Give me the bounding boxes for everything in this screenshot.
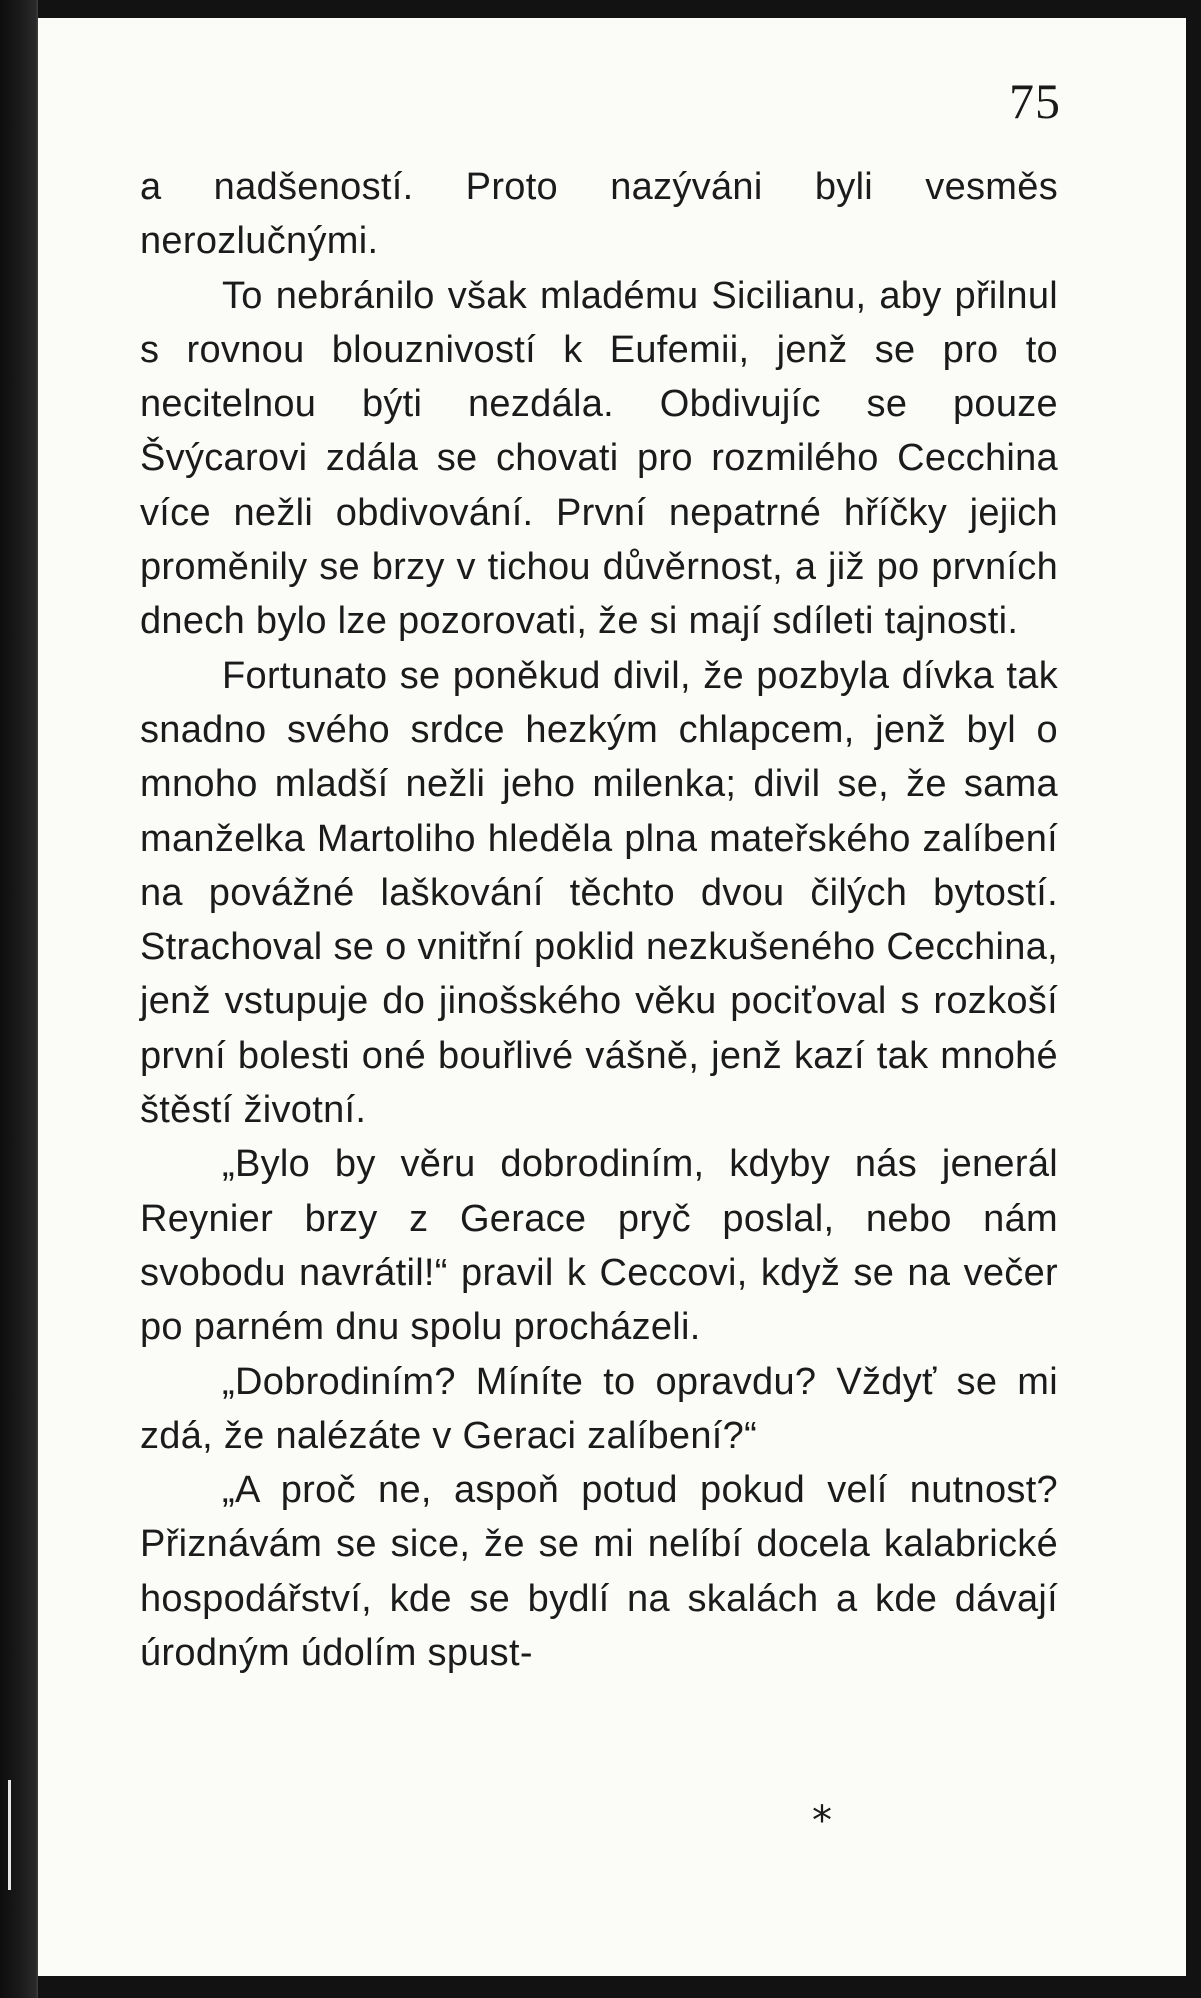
- paragraph-6: „A proč ne, aspoň potud pokud velí nutnost? Přiznávám se sice, že se mi nelíbí docela kalabrické hospodářství, kde se bydlí na skalách a kde dávají úrodným údolím spust-: [140, 1469, 1058, 1675]
- margin-mark: [8, 1780, 11, 1890]
- paragraph-2: To nebránilo však mladému Sicilianu, aby přilnul s rovnou blouznivostí k Eufemii, jenž se pro to necitelnou býti nezdála. Obdivujíc se pouze Švýcarovi zdála se chovati pro rozmilého Cecchina více nežli obdivování. První nepatrné hříčky jejich proměnily se brzy v tichou důvěrnost, a již po prvních dnech bylo lze pozorovati, že si mají sdíleti tajnosti.: [140, 274, 1058, 643]
- paragraph-3: Fortunato se poněkud divil, že pozbyla dívka tak snadno svého srdce hezkým chlapcem, jenž byl o mnoho mladší nežli jeho milenka; divil se, že sama manželka Martoliho hleděla plna mateřského zalíbení na povážné laškování těchto dvou čilých bytostí. Strachoval se o vnitřní poklid nezkušeného Cecchina, jenž vstupuje do jinošského věku pociťoval s rozkoší první bolesti oné bouřlivé vášně, jenž kazí tak mnohé štěstí životní.: [140, 654, 1058, 1132]
- paragraph-4: „Bylo by věru dobrodiním, kdyby nás jenerál Reynier brzy z Gerace pryč poslal, nebo nám svobodu navrátil!“ pravil k Ceccovi, když se na večer po parném dnu spolu procházeli.: [140, 1143, 1058, 1349]
- book-gutter: [0, 0, 38, 1998]
- paragraph-1: a nadšeností. Proto nazýváni byli vesměs nerozlučnými.: [140, 166, 1058, 263]
- paragraph-5: „Dobrodiním? Míníte to opravdu? Vždyť se mi zdá, že nalézáte v Geraci zalíbení?“: [140, 1360, 1058, 1457]
- signature-mark: *: [812, 1798, 832, 1844]
- body-text: [140, 160, 1058, 1680]
- page-number: 75: [1009, 73, 1061, 129]
